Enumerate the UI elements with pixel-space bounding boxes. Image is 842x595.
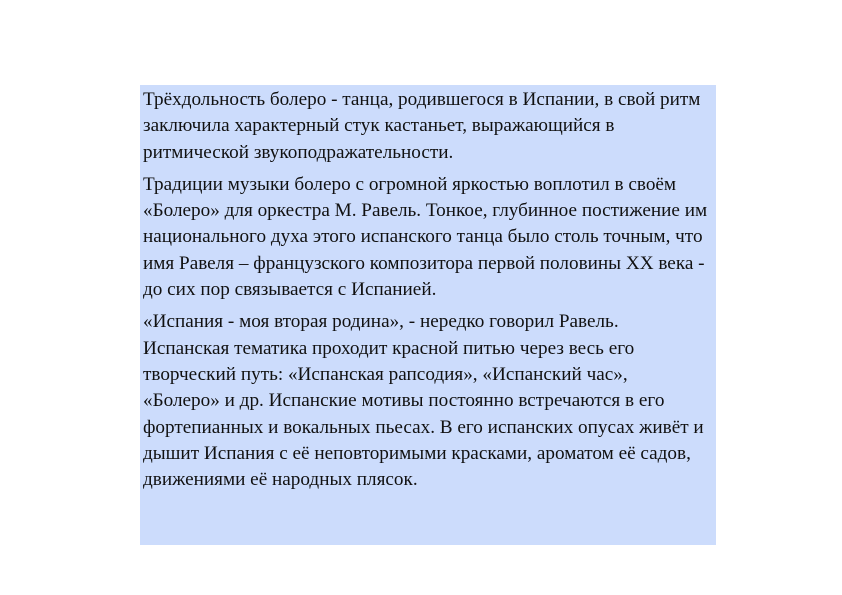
paragraph-spain-second-homeland: «Испания - моя вторая родина», - нередко говорил Равель. Испанская тематика проходит красной питью через весь его творческий путь: «Испанская рапсодия», «Испанский час», «Болеро» и др. Испанские мотивы постоянно встречаются в его фортепианных и вокальных пьесах. В его испанских опусах живёт и дышит Испания с её неповторимыми красками, ароматом её садов, движениями её народных плясок. (143, 311, 704, 491)
highlighted-text-box (140, 85, 716, 545)
paragraph-triple-meter: Трёхдольность болеро - танца, родившегося в Испании, в свой ритм заключила характерный стук кастаньет, выражающийся в ритмической звукоподражательности. (143, 89, 701, 163)
paragraph-ravel-bolero: Традиции музыки болеро с огромной яркостью воплотил в своём «Болеро» для оркестра М. Равель. Тонкое, глубинное постижение им национального духа этого испанского танца было столь точным, что имя Равеля – французского композитора первой половины XX века - до сих пор связывается с Испанией. (143, 173, 708, 301)
